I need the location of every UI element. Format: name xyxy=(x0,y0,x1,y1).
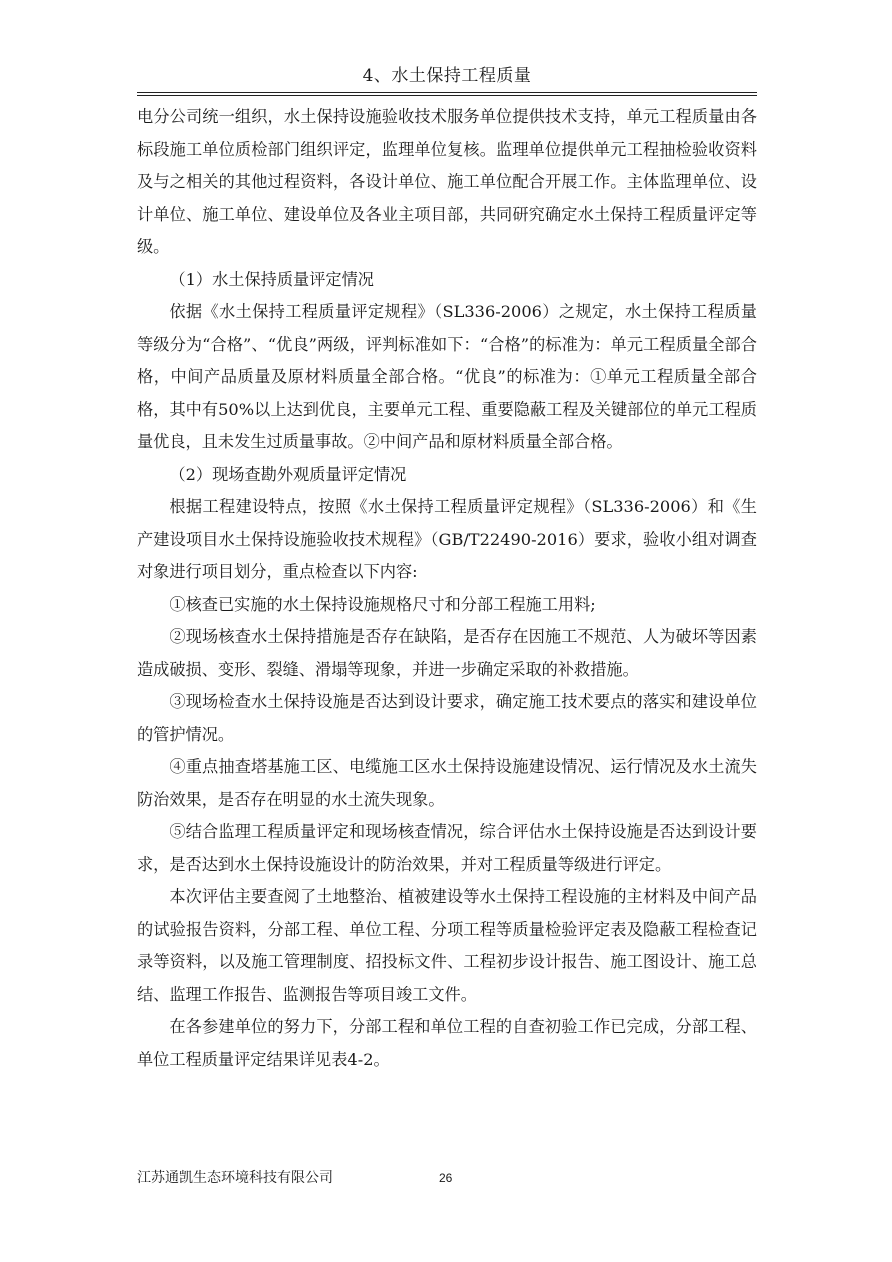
body-text xyxy=(137,101,757,1076)
list-item-1: ①核查已实施的水土保持设施规格尺寸和分部工程施工用料; xyxy=(169,594,596,614)
paragraph-conclusion: 在各参建单位的努力下，分部工程和单位工程的自查初验工作已完成，分部工程、单位工程质量评定结果详见表4-2。 xyxy=(137,1017,757,1069)
section-heading-1: （1）水土保持质量评定情况 xyxy=(169,269,374,289)
page-header-title: 4、水土保持工程质量 xyxy=(362,66,532,86)
paragraph-inspection-basis: 根据工程建设特点，按照《水土保持工程质量评定规程》（SL336-2006）和《生产建设项目水土保持设施验收技术规程》（GB/T22490-2016）要求，验收小组对调查对象进行项目划分，重点检查以下内容: xyxy=(137,497,757,581)
footer-page-number: 26 xyxy=(439,1171,453,1185)
paragraph-standards: 依据《水土保持工程质量评定规程》（SL336-2006）之规定，水土保持工程质量等级分为“合格”、“优良”两级，评判标准如下：“合格”的标准为：单元工程质量全部合格，中间产品质量及原材料质量全部合格。“优良”的标准为：①单元工程质量全部合格，其中有50%以上达到优良，主要单元工程、重要隐蔽工程及关键部位的单元工程质量优良，且未发生过质量事故。②中间产品和原材料质量全部合格。 xyxy=(137,302,757,451)
list-item-4: ④重点抽查塔基施工区、电缆施工区水土保持设施建设情况、运行情况及水土流失防治效果，是否存在明显的水土流失现象。 xyxy=(137,757,757,809)
footer-company-name: 江苏通凯生态环境科技有限公司 xyxy=(137,1170,333,1186)
paragraph-continuation: 电分公司统一组织，水土保持设施验收技术服务单位提供技术支持，单元工程质量由各标段施工单位质检部门组织评定，监理单位复核。监理单位提供单元工程抽检验收资料及与之相关的其他过程资料，各设计单位、施工单位配合开展工作。主体监理单位、设计单位、施工单位、建设单位及各业主项目部，共同研究确定水土保持工程质量评定等级。 xyxy=(137,107,757,256)
header-divider xyxy=(137,92,757,96)
paragraph-documents-reviewed: 本次评估主要查阅了土地整治、植被建设等水土保持工程设施的主材料及中间产品的试验报告资料，分部工程、单位工程、分项工程等质量检验评定表及隐蔽工程检查记录等资料，以及施工管理制度、招投标文件、工程初步设计报告、施工图设计、施工总结、监理工作报告、监测报告等项目竣工文件。 xyxy=(137,887,757,1004)
list-item-2: ②现场核查水土保持措施是否存在缺陷，是否存在因施工不规范、人为破坏等因素造成破损、变形、裂缝、滑塌等现象，并进一步确定采取的补救措施。 xyxy=(137,627,757,679)
list-item-3: ③现场检查水土保持设施是否达到设计要求，确定施工技术要点的落实和建设单位的管护情况。 xyxy=(137,692,757,744)
list-item-5: ⑤结合监理工程质量评定和现场核查情况，综合评估水土保持设施是否达到设计要求，是否达到水土保持设施设计的防治效果，并对工程质量等级进行评定。 xyxy=(137,822,757,874)
section-heading-2: （2）现场查勘外观质量评定情况 xyxy=(169,464,407,484)
